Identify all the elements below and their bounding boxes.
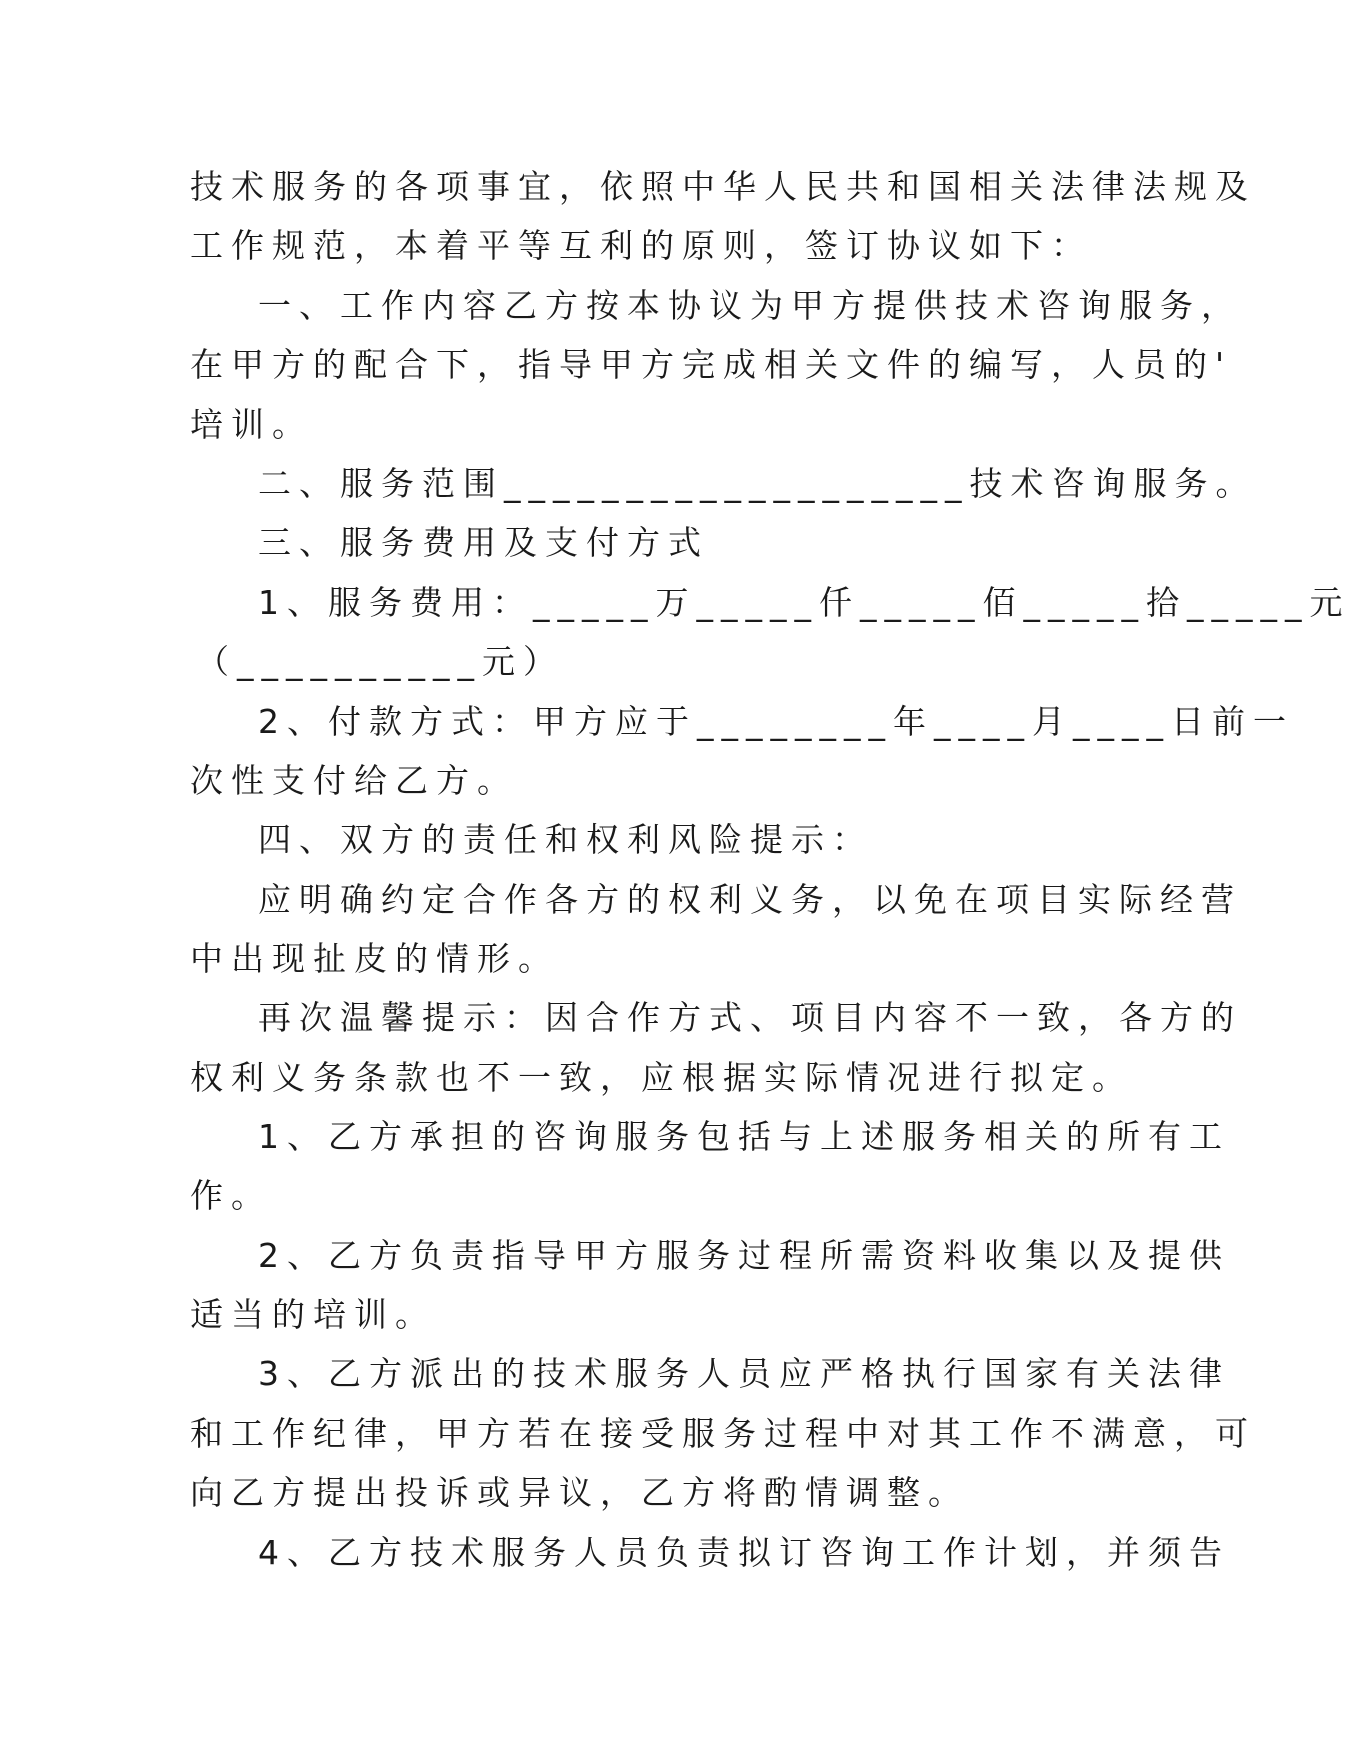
text-line: 1、乙方承担的咨询服务包括与上述服务相关的所有工 — [258, 1117, 1230, 1156]
text-line: 三、服务费用及支付方式 — [258, 523, 709, 562]
text-line: 培训。 — [190, 405, 313, 444]
text-line: 权利义务条款也不一致，应根据实际情况进行拟定。 — [190, 1058, 1133, 1097]
text-line: 4、乙方技术服务人员负责拟订咨询工作计划，并须告 — [258, 1533, 1230, 1572]
text-line: 2、付款方式：甲方应于________年____月____日前一 — [258, 702, 1294, 741]
text-line: 向乙方提出投诉或异议，乙方将酌情调整。 — [190, 1473, 969, 1512]
text-line: （__________元） — [196, 642, 564, 681]
text-line: 应明确约定合作各方的权利义务，以免在项目实际经营 — [258, 880, 1242, 919]
text-line: 中出现扯皮的情形。 — [190, 939, 559, 978]
text-line: 四、双方的责任和权利风险提示： — [258, 820, 873, 859]
text-line: 工作规范，本着平等互利的原则，签订协议如下： — [190, 226, 1092, 265]
text-line: 技术服务的各项事宜，依照中华人民共和国相关法律法规及 — [190, 167, 1256, 206]
text-line: 再次温馨提示：因合作方式、项目内容不一致，各方的 — [258, 998, 1242, 1037]
text-line: 1、服务费用：_____万_____仟_____佰_____拾_____元 — [258, 583, 1351, 622]
text-line: 2、乙方负责指导甲方服务过程所需资料收集以及提供 — [258, 1236, 1230, 1275]
text-line: 和工作纪律，甲方若在接受服务过程中对其工作不满意，可 — [190, 1414, 1256, 1453]
text-line: 适当的培训。 — [190, 1295, 436, 1334]
text-line: 二、服务范围___________________技术咨询服务。 — [258, 464, 1257, 503]
text-line: 3、乙方派出的技术服务人员应严格执行国家有关法律 — [258, 1354, 1230, 1393]
text-line: 在甲方的配合下，指导甲方完成相关文件的编写，人员的' — [190, 345, 1233, 384]
text-line: 次性支付给乙方。 — [190, 761, 518, 800]
text-line: 一、工作内容乙方按本协议为甲方提供技术咨询服务， — [258, 286, 1242, 325]
text-line: 作。 — [190, 1176, 272, 1215]
